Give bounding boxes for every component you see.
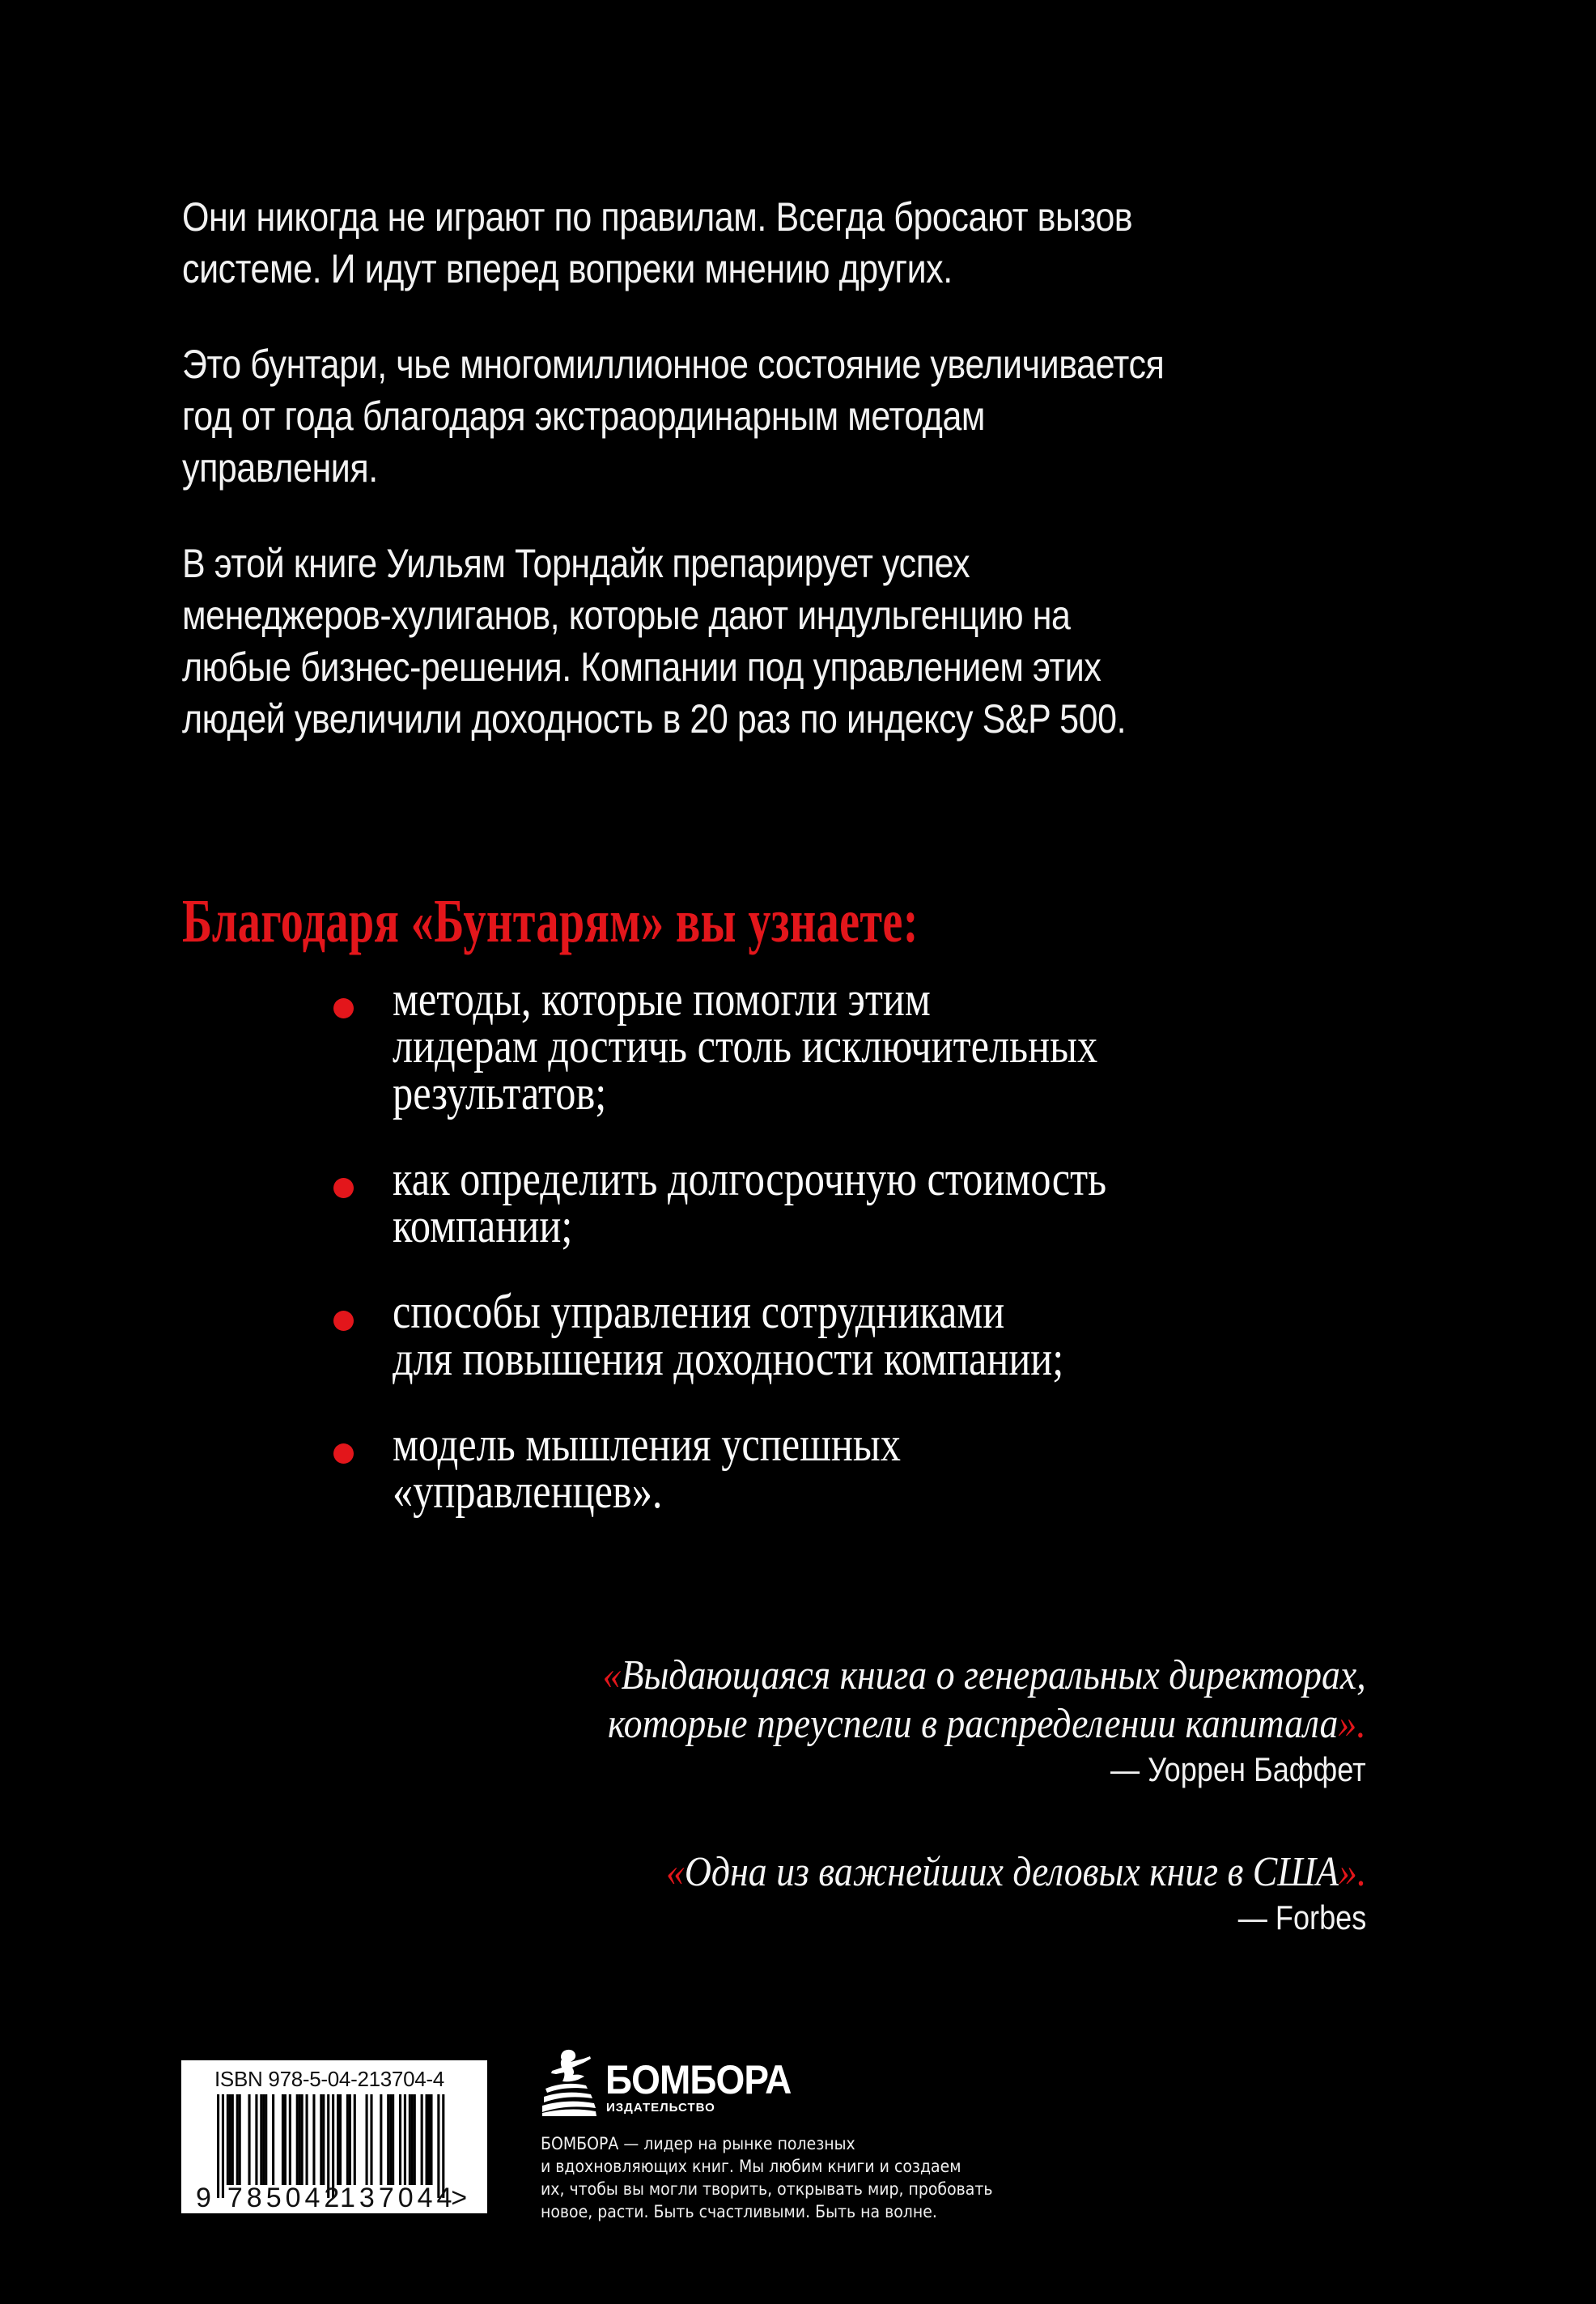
benefit-item: методы, которые помогли этим лидерам достичь столь исключительных результатов; [324, 976, 1376, 1116]
benefits-list [324, 972, 1376, 1554]
quote-attribution: — Уоррен Баффет [1110, 1750, 1366, 1788]
publisher-logo [541, 2048, 1107, 2126]
surfer-logo-icon [541, 2048, 599, 2118]
svg-text:785042: 785042 [227, 2183, 344, 2213]
open-quote-mark: « [602, 1652, 622, 1698]
benefit-item: модель мышления успешных «управленцев». [324, 1421, 1376, 1515]
open-quote-mark: « [665, 1849, 685, 1895]
close-quote-mark: ». [1338, 1849, 1366, 1895]
intro-paragraph-1: Они никогда не играют по правилам. Всегда бросают вызов системе. И идут вперед вопреки мнению других. [182, 194, 1133, 291]
benefit-item: как определить долгосрочную стоимость компании; [324, 1155, 1376, 1249]
benefit-item: способы управления сотрудниками для повышения доходности компании; [324, 1288, 1376, 1382]
quote-attribution: — Forbes [1237, 1898, 1366, 1936]
intro-paragraph-3: В этой книге Уильям Торндайк препарирует успех менеджеров-хулиганов, которые дают индульгенцию на любые бизнес-решения. Компании под управлением этих людей увеличили доходность в 20 раз по индексу S&P 500. [182, 541, 1127, 742]
isbn-barcode [181, 2060, 487, 2213]
red-bullet-icon [333, 1443, 354, 1464]
red-bullet-icon [333, 1178, 354, 1198]
svg-text:>: > [451, 2183, 472, 2213]
svg-text:137044: 137044 [340, 2183, 456, 2213]
svg-text:9: 9 [196, 2183, 215, 2213]
barcode-icon [181, 2060, 487, 2213]
isbn-label: ISBN 978-5-04-213704-4 [214, 2067, 444, 2091]
red-bullet-icon [333, 998, 354, 1018]
publisher-subtitle: ИЗДАТЕЛЬСТВО [606, 2101, 715, 2115]
close-quote-mark: ». [1338, 1701, 1366, 1747]
intro-paragraph-2: Это бунтари, чье многомиллионное состояние увеличивается год от года благодаря экстраординарным методам управления. [182, 342, 1165, 491]
benefits-headline: Благодаря «Бунтарям» вы узнаете: [182, 887, 919, 955]
publisher-description: БОМБОРА — лидер на рынке полезных и вдохновляющих книг. Мы любим книги и создаем их, чтобы вы могли творить, открывать мир, пробовать новое, расти. Быть счастливыми. Быть на волне. [541, 2134, 993, 2221]
review-quote-forbes: «Одна из важнейших деловых книг в США». — Forbes [571, 1848, 1366, 1939]
publisher-name: БОМБОРА [605, 2057, 792, 2102]
publisher-block [541, 2048, 1107, 2223]
intro-text [182, 191, 1379, 789]
review-quote-buffett: «Выдающаяся книга о генеральных директорах, которые преуспели в распределении капитала». — Уоррен Баффет [499, 1651, 1366, 1791]
red-bullet-icon [333, 1311, 354, 1331]
